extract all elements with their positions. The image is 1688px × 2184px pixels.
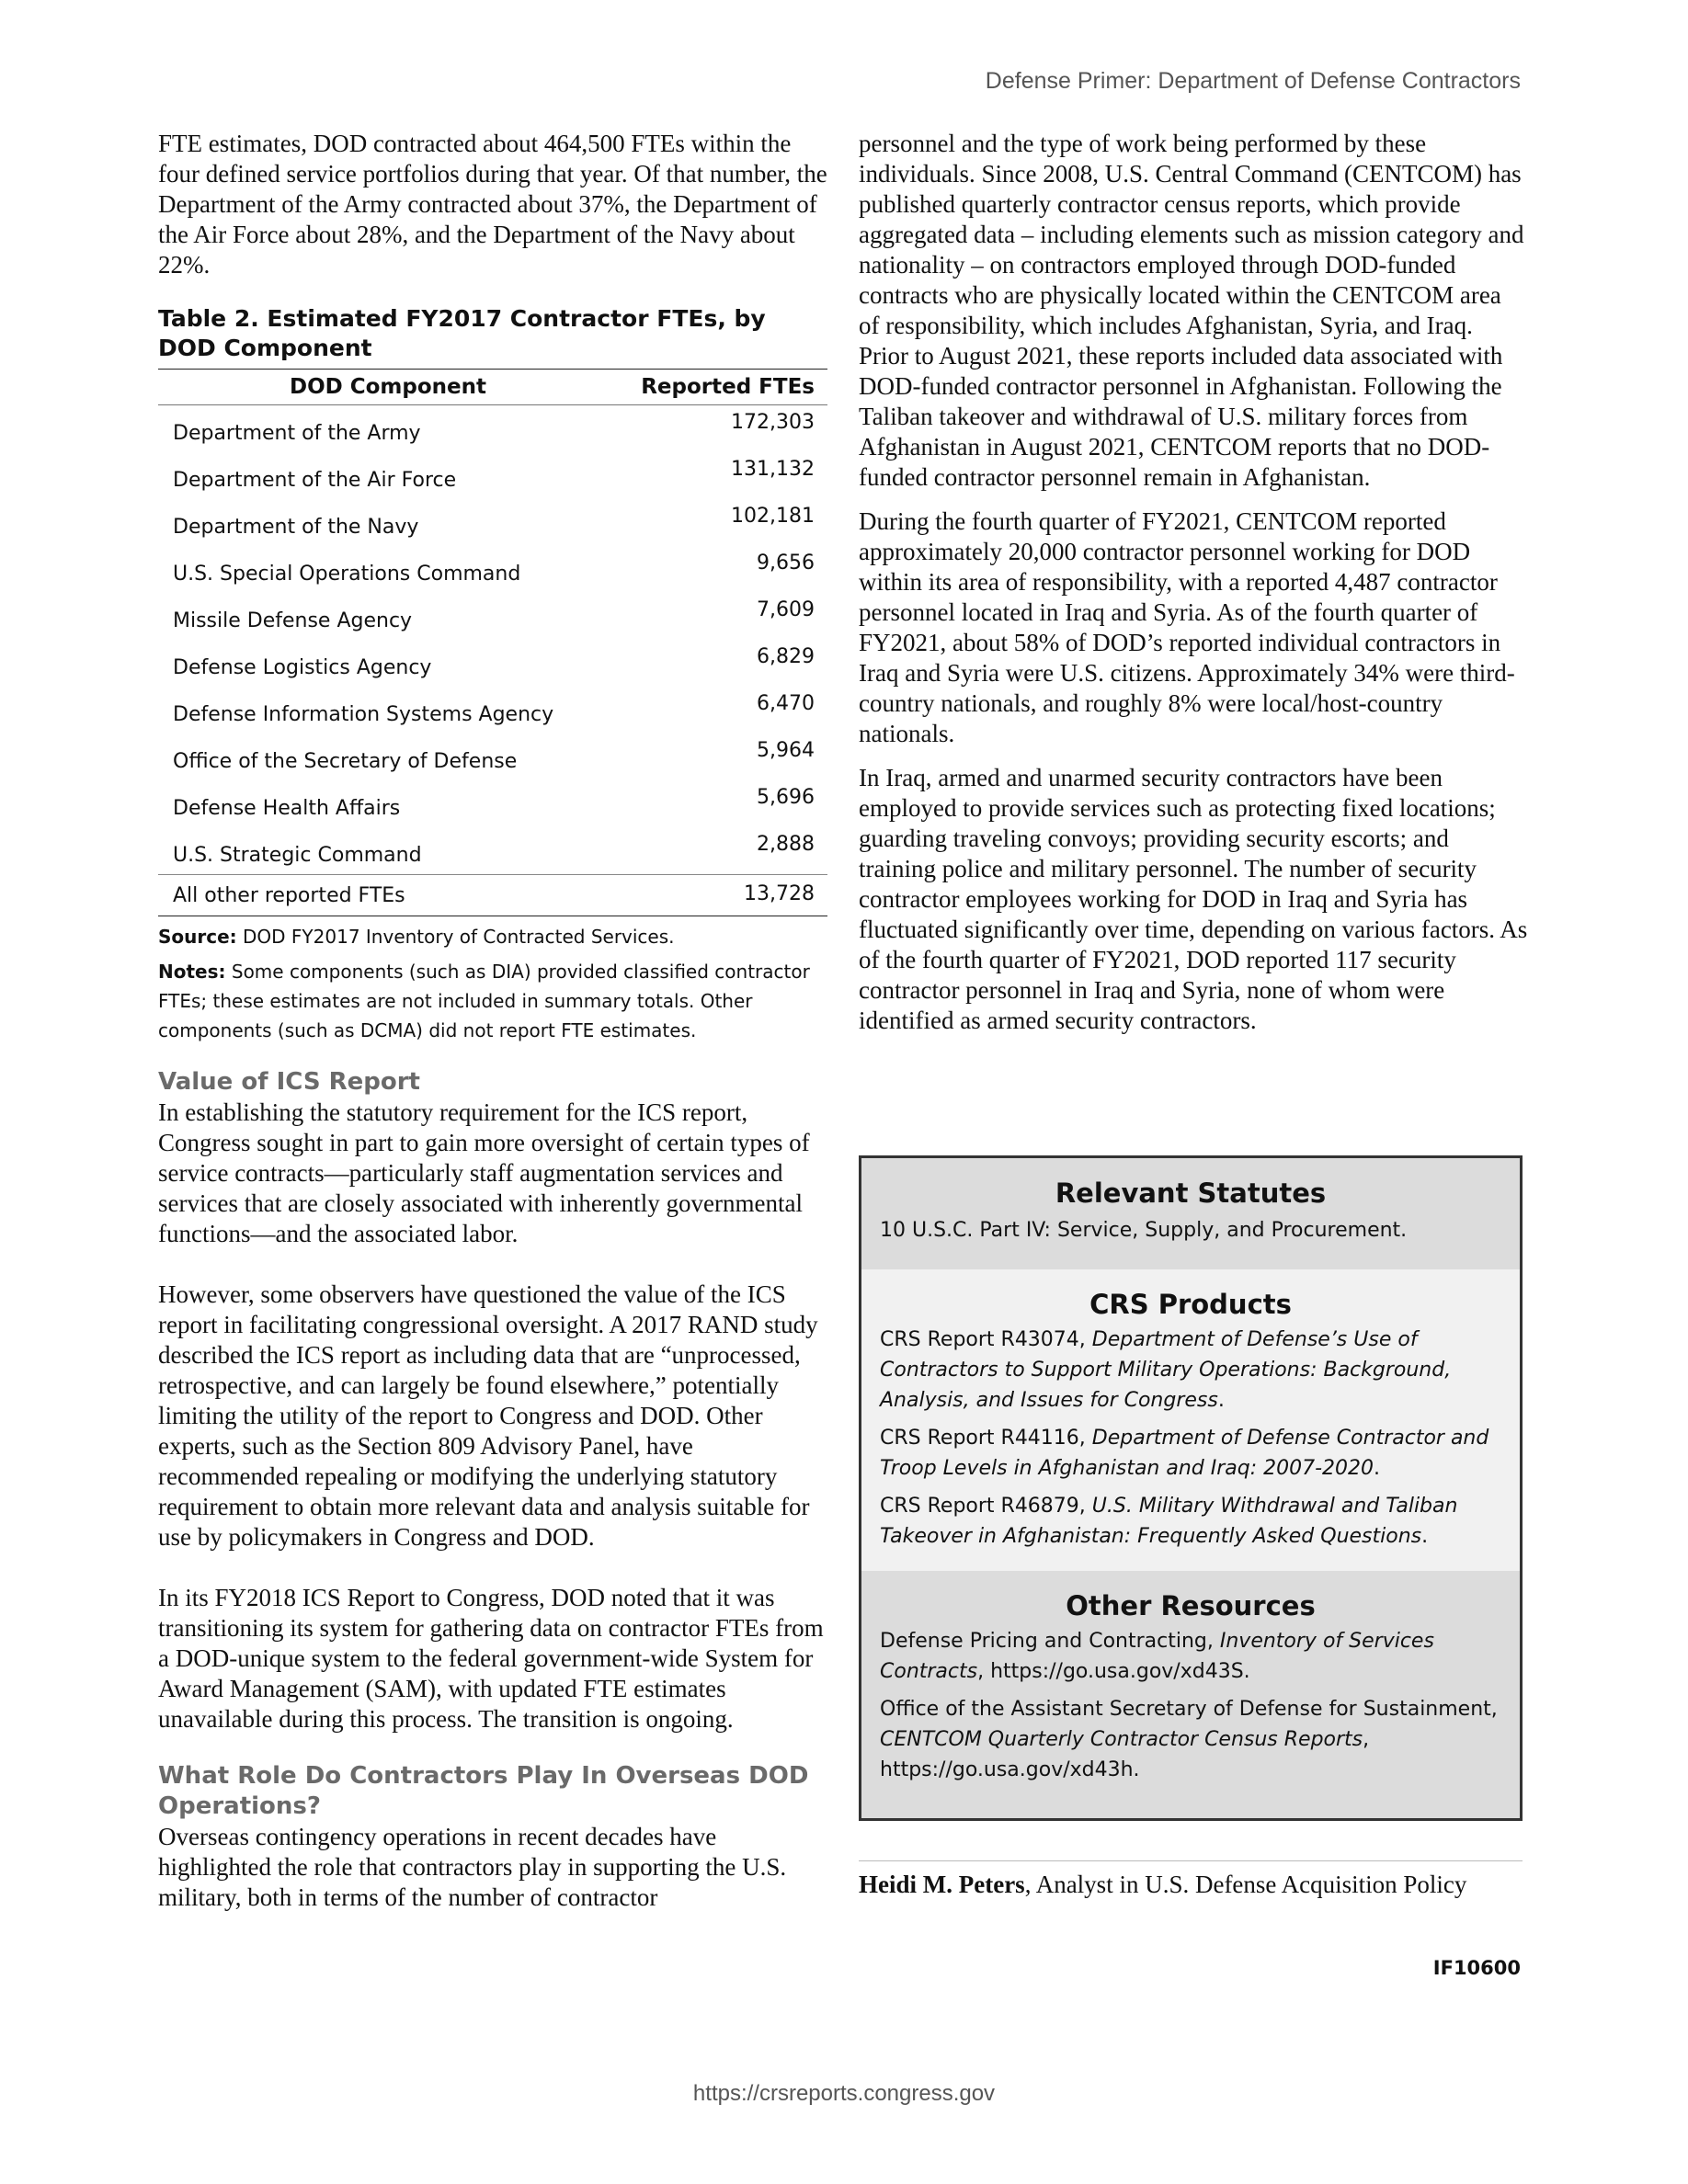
crs-product-item-suffix: . [1421,1525,1429,1548]
right-paragraph-1: personnel and the type of work being performed by these individuals. Since 2008, U.S. Central Command (CENTCOM) has published quarterly contractor census reports, which provide aggregated data – including elements such as mission category and nationality – on contractors employed through DOD-funded contracts who are physically located within the CENTCOM area of responsibility, which includes Afghanistan, Syria, and Iraq. Prior to August 2021, these reports included data associated with DOD-funded contractor personnel in Afghanistan. Following the Taliban takeover and withdrawal of U.S. military forces from Afghanistan in August 2021, CENTCOM reports that no DOD-funded contractor personnel remain in Afghanistan. [859,130,1524,491]
resource-item-prefix: Defense Pricing and Contracting, [880,1630,1220,1653]
table-row [158,827,827,874]
notes-label: Notes: [158,961,226,983]
crs-product-item-suffix: . [1217,1389,1225,1412]
statutes-title: Relevant Statutes [1055,1177,1327,1209]
cell-component: Defense Information Systems Agency [173,703,554,726]
crs-product-item-title: U.S. Military Withdrawal and Taliban Takeover in Afghanistan: Frequently Asked Questions [880,1495,1458,1548]
resource-item-title: Inventory of Services Contracts [880,1630,1434,1683]
overseas-heading: What Role Do Contractors Play In Overseas DOD Operations? [158,1762,809,1820]
table-row [158,593,827,640]
table-row [158,687,827,734]
resource-item-suffix: , https://go.usa.gov/xd43S. [977,1660,1250,1683]
cell-component: Missile Defense Agency [173,609,413,632]
other-resources-list [880,1626,1501,1785]
table-source [158,922,827,951]
crs-product-item [880,1325,1501,1416]
crs-product-item-prefix: CRS Report R44116, [880,1427,1092,1450]
cell-component: Office of the Secretary of Defense [173,750,518,773]
cell-ftes: 5,696 [757,786,815,809]
table-row [158,499,827,546]
author-divider [859,1860,1523,1861]
footer-url: https://crsreports.congress.gov [692,2081,996,2106]
cell-ftes: 131,132 [731,458,815,481]
resource-item [880,1694,1501,1785]
table-row [158,546,827,593]
cell-component: Defense Health Affairs [173,797,401,820]
cell-component: U.S. Special Operations Command [173,563,521,586]
author-name: Heidi M. Peters [859,1871,1025,1898]
cell-component: Department of the Army [173,422,421,445]
table-body [158,405,827,916]
crs-product-item-title: Department of Defense’s Use of Contractors to Support Military Operations: Background, Analysis, and Issues for Congress [880,1328,1452,1412]
report-id: IF10600 [1432,1957,1521,1979]
cell-component: All other reported FTEs [173,884,405,907]
crs-product-item [880,1491,1501,1552]
cell-ftes: 102,181 [731,505,815,528]
crs-product-item-suffix: . [1374,1457,1381,1480]
table-row [158,405,827,452]
resource-item-suffix: , https://go.usa.gov/xd43h. [880,1728,1370,1781]
right-paragraph-3: In Iraq, armed and unarmed security contractors have been employed to provide services such as protecting fixed locations; guarding traveling convoys; providing security escorts; and training police and military personnel. The number of security contractor employees working for DOD in Iraq and Syria has fluctuated significantly over time, depending on various factors. As of the fourth quarter of FY2021, DOD reported 117 security contractor personnel in Iraq and Syria, none of whom were identified as armed security contractors. [859,764,1528,1034]
notes-text: Some components (such as DIA) provided classified contractor FTEs; these estimates are not included in summary totals. Other components (such as DCMA) did not report FTE estimates. [158,961,810,1041]
source-label: Source: [158,926,237,948]
ics-paragraph-1: In establishing the statutory requirement for the ICS report, Congress sought in part to gain more oversight of certain types of service contracts—particularly staff augmentation services and services that are closely associated with inherently governmental functions—and the associated labor. [158,1098,810,1247]
ics-heading: Value of ICS Report [158,1068,420,1096]
intro-paragraph: FTE estimates, DOD contracted about 464,500 FTEs within the four defined service portfolios during that year. Of that number, the Department of the Army contracted about 37%, the Department of the Air Force about 28%, and the Department of the Navy about 22%. [158,130,827,279]
overseas-paragraph: Overseas contingency operations in recent decades have highlighted the role that contractors play in supporting the U.S. military, both in terms of the number of contractor [158,1823,787,1911]
cell-component: Defense Logistics Agency [173,656,432,679]
statutes-text: 10 U.S.C. Part IV: Service, Supply, and Procurement. [880,1219,1408,1242]
cell-ftes: 172,303 [731,411,815,434]
cell-ftes: 2,888 [757,833,815,856]
left-column [158,129,827,1913]
resources-sidebar [859,1155,1523,1821]
right-paragraph-2: During the fourth quarter of FY2021, CENTCOM reported approximately 20,000 contractor personnel working for DOD within its area of responsibility, with a reported 4,487 contractor personnel located in Iraq and Syria. As of the fourth quarter of FY2021, about 58% of DOD’s reported individual contractors in Iraq and Syria were U.S. citizens. Approximately 34% were third-country nationals, and roughly 8% were local/host-country nationals. [859,507,1515,747]
col-header-component: DOD Component [290,375,486,399]
author-title: , Analyst in U.S. Defense Acquisition Policy [1024,1871,1467,1898]
crs-products-list [880,1325,1501,1552]
table-row [158,734,827,780]
crs-product-item-prefix: CRS Report R43074, [880,1328,1092,1351]
source-text: DOD FY2017 Inventory of Contracted Services. [236,926,675,948]
resource-item-title: CENTCOM Quarterly Contractor Census Reports [880,1728,1363,1751]
cell-component: Department of the Navy [173,516,419,539]
other-resources-title: Other Resources [1066,1590,1316,1621]
right-column [859,129,1528,1036]
other-resources-section [861,1571,1520,1818]
cell-ftes: 6,470 [757,692,815,715]
cell-component: U.S. Strategic Command [173,844,422,867]
table-row [158,780,827,827]
crs-products-section [861,1269,1520,1571]
cell-component: Department of the Air Force [173,469,457,492]
resource-item-prefix: Office of the Assistant Secretary of Defense for Sustainment, [880,1698,1498,1721]
table-row [158,452,827,499]
table-row [158,640,827,687]
crs-product-item-prefix: CRS Report R46879, [880,1495,1092,1518]
table-row [158,874,827,916]
cell-ftes: 6,829 [757,645,815,668]
cell-ftes: 5,964 [757,739,815,762]
statutes-section [861,1158,1520,1269]
running-head: Defense Primer: Department of Defense Contractors [985,68,1521,94]
table-title: Table 2. Estimated FY2017 Contractor FTEs, by DOD Component [158,305,766,361]
ics-paragraph-3: In its FY2018 ICS Report to Congress, DOD noted that it was transitioning its system for gathering data on contractor FTEs from a DOD-unique system to the federal government-wide System for Award Management (SAM), with updated FTE estimates unavailable during this process. The transition is ongoing. [158,1584,824,1733]
crs-products-title: CRS Products [1089,1289,1292,1320]
author-line [859,1870,1521,1900]
table-header [158,370,827,405]
crs-product-item [880,1423,1501,1484]
cell-ftes: 7,609 [757,598,815,621]
resource-item [880,1626,1501,1687]
ics-paragraph-2: However, some observers have questioned the value of the ICS report in facilitating congressional oversight. A 2017 RAND study described the ICS report as including data that are “unprocessed, retrospective, and can largely be found elsewhere,” potentially limiting the utility of the report to Congress and DOD. Other experts, such as the Section 809 Advisory Panel, have recommended repealing or modifying the underlying statutory requirement to obtain more relevant data and analysis suitable for use by policymakers in Congress and DOD. [158,1280,818,1551]
cell-ftes: 9,656 [757,552,815,574]
fte-table [158,369,827,916]
col-header-ftes: Reported FTEs [641,375,815,399]
table-notes [158,957,827,1045]
crs-product-item-title: Department of Defense Contractor and Troop Levels in Afghanistan and Iraq: 2007-2020 [880,1427,1489,1480]
cell-ftes: 13,728 [744,882,815,905]
